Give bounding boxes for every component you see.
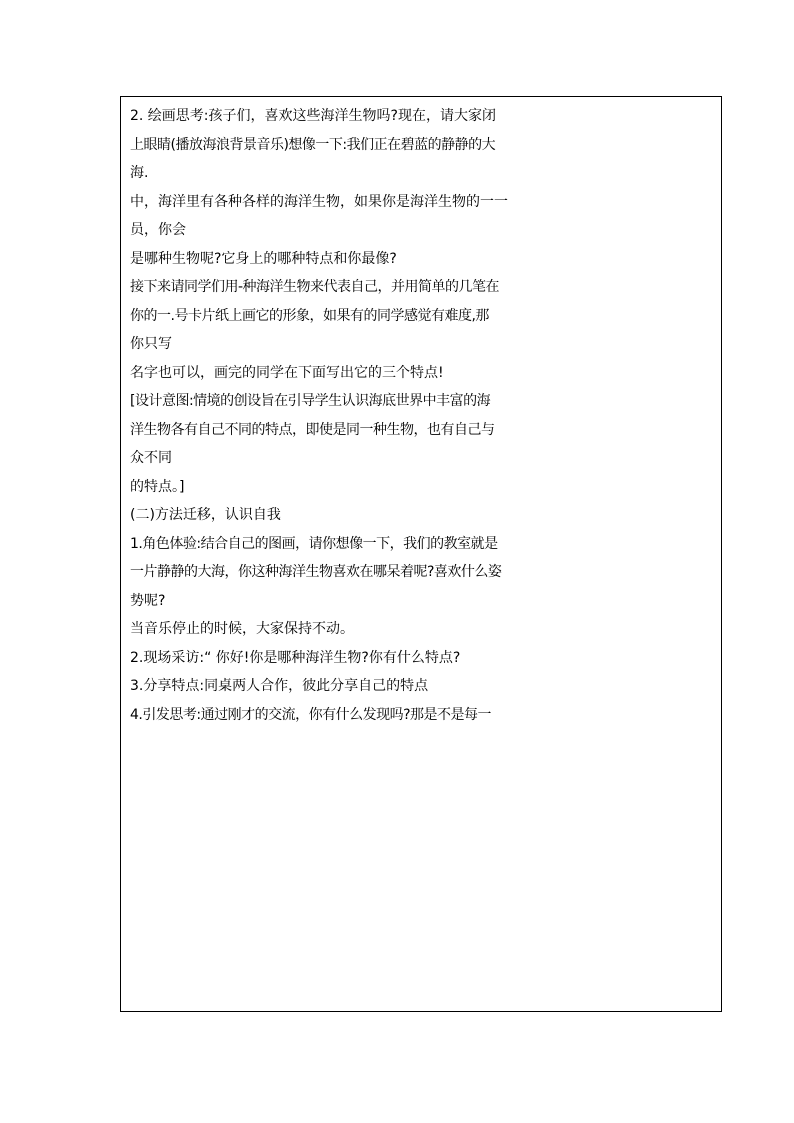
text-line: 一片静静的大海，你这种海洋生物喜欢在哪呆着呢?喜欢什么姿 <box>130 564 502 580</box>
text-line: 你的一.号卡片纸上画它的形象，如果有的同学感觉有难度,那 <box>130 307 489 324</box>
text-line: 当音乐停止的时候，大家保持不动。 <box>130 621 354 637</box>
text-line: 你只写 <box>130 336 172 352</box>
section-heading: (二)方法迁移，认识自我 <box>130 507 281 523</box>
text-line: 名字也可以，画完的同学在下面写出它的三个特点! <box>130 364 444 381</box>
lesson-plan-text <box>130 102 722 729</box>
text-line: 2.现场采访:“ 你好!你是哪种海洋生物?你有什么特点? <box>130 649 461 666</box>
text-line: 是哪种生物呢?它身上的哪种特点和你最像? <box>130 250 397 267</box>
text-line: 接下来请同学们用-种海洋生物来代表自己，并用简单的几笔在 <box>130 279 500 295</box>
text-line: 的特点。] <box>130 478 185 495</box>
text-line: 中，海洋里有各种各样的海洋生物，如果你是海洋生物的一一 <box>130 193 508 210</box>
text-line: 4.引发思考:通过刚才的交流，你有什么发现吗?那是不是每一 <box>130 706 492 723</box>
text-line: 2. 绘画思考:孩子们，喜欢这些海洋生物吗?现在，请大家闭 <box>130 108 496 124</box>
text-line: 海. <box>130 165 149 181</box>
text-line: 员，你会 <box>130 222 186 238</box>
text-line: 众不同 <box>130 450 172 466</box>
text-line: 1.角色体验:结合自己的图画，请你想像一下，我们的教室就是 <box>130 535 498 552</box>
text-line: 3.分享特点:同桌两人合作，彼此分享自己的特点 <box>130 678 429 694</box>
text-line: 势呢? <box>130 592 166 609</box>
text-line: 上眼睛(播放海浪背景音乐)想像一下:我们正在碧蓝的静静的大 <box>130 136 496 153</box>
text-line: 洋生物各有自己不同的特点，即使是同一种生物，也有自己与 <box>130 421 495 438</box>
text-line: [设计意图:情境的创设旨在引导学生认识海底世界中丰富的海 <box>130 393 491 409</box>
